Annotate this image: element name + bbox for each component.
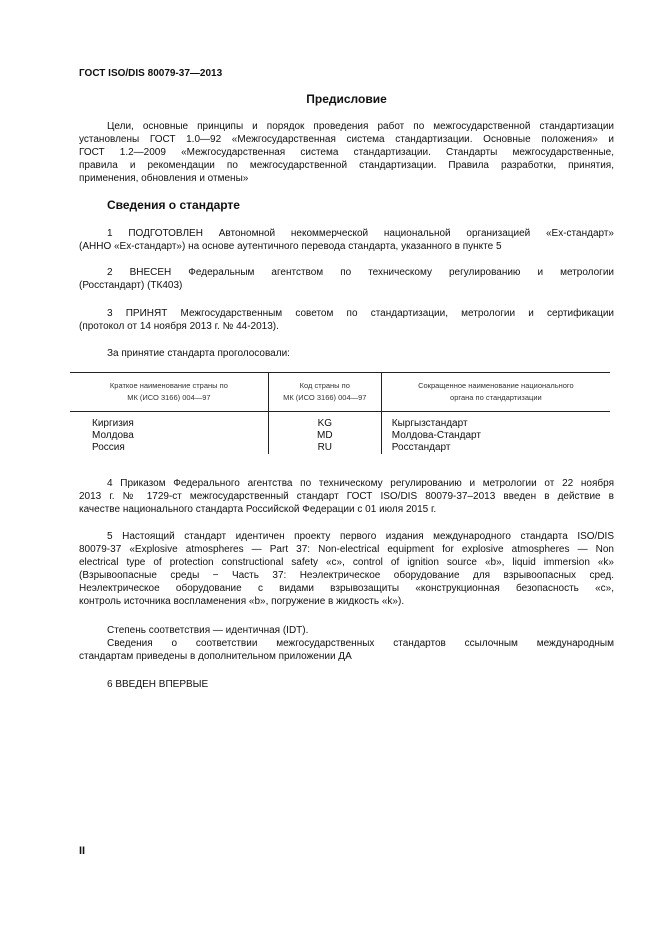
foreword-title: Предисловие	[306, 92, 387, 106]
header-line: Код страны по	[299, 381, 350, 390]
text-line: Цели, основные принципы и порядок проведения работ по межгосударственной стандартизации	[107, 121, 614, 132]
foreword-paragraph	[79, 120, 614, 185]
text-line: ГОСТ 1.2—2009 «Межгосударственная система стандартизации. Стандарты межгосударственные,	[79, 147, 614, 158]
text-line: 3 ПРИНЯТ Межгосударственным советом по стандартизации, метрологии и сертификации	[107, 308, 614, 319]
table-cell-countries	[70, 412, 268, 455]
standards-body: Молдова-Стандарт	[391, 430, 481, 441]
item-3	[79, 307, 614, 333]
text-line: За принятие стандарта проголосовали:	[107, 348, 290, 359]
text-line: Степень соответствия — идентичная (IDT).	[107, 625, 309, 636]
text-line: установлены ГОСТ 1.0—92 «Межгосударственная система стандартизации. Основные положения» и	[79, 134, 614, 145]
text-line: (Росстандарт) (ТК403)	[79, 280, 183, 291]
conformity-degree	[79, 624, 614, 637]
country-name: Молдова	[92, 430, 134, 441]
text-line: electrical type of protection constructional safety «c», control of ignition source «b», liquid immersion «k»	[79, 557, 614, 568]
country-code: RU	[317, 442, 333, 453]
text-line: Сведения о соответствии межгосударственных стандартов ссылочным международным	[107, 638, 614, 649]
header-line: МК (ИСО 3166) 004—97	[127, 393, 211, 402]
text-line: (протокол от 14 ноября 2013 г. № 44-2013).	[79, 321, 279, 332]
table-cell-codes	[268, 412, 381, 455]
item-6	[79, 678, 614, 691]
text-line: применения, обновления и отмены»	[79, 173, 249, 184]
references-note	[79, 637, 614, 663]
table-cell-bodies	[381, 412, 610, 455]
text-line: 2013 г. № 1729-ст межгосударственный стандарт ГОСТ ISO/DIS 80079-37–2013 введен в действие в	[79, 491, 614, 502]
header-line: органа по стандартизации	[450, 393, 542, 402]
text-line: (АННО «Ех-стандарт») на основе аутентичного перевода стандарта, указанного в пункте 5	[79, 241, 502, 252]
table-header-country	[70, 373, 268, 412]
item-5	[79, 530, 614, 608]
text-line: Неэлектрическое оборудование с видами взрывозащиты «конструкционная безопасность «c»,	[79, 583, 614, 594]
text-line: 5 Настоящий стандарт идентичен проекту первого издания международного стандарта ISO/DIS	[107, 531, 614, 542]
voting-countries-table	[70, 372, 610, 454]
text-line: 1 ПОДГОТОВЛЕН Автономной некоммерческой национальной организацией «Ех-стандарт»	[107, 228, 614, 239]
text-line: качестве национального стандарта Российской Федерации с 01 июля 2015 г.	[79, 504, 437, 515]
text-line: 4 Приказом Федерального агентства по техническому регулированию и метрологии от 22 ноября	[107, 478, 614, 489]
item-4	[79, 477, 614, 516]
text-line: стандартам приведены в дополнительном приложении ДА	[79, 651, 352, 662]
standard-info-title: Сведения о стандарте	[107, 198, 240, 212]
item-2	[79, 266, 614, 292]
header-line: Сокращенное наименование национального	[418, 381, 574, 390]
table-header-body	[381, 373, 610, 412]
header-line: МК (ИСО 3166) 004—97	[283, 393, 367, 402]
page-number: II	[79, 845, 86, 857]
text-line: 2 ВНЕСЕН Федеральным агентством по техническому регулированию и метрологии	[107, 267, 614, 278]
country-code: KG	[317, 418, 333, 429]
item-1	[79, 227, 614, 253]
country-name: Россия	[92, 442, 125, 453]
text-line: 80079-37 «Explosive atmospheres — Part 37: Non-electrical equipment for explosive atmospheres — Non	[79, 544, 614, 555]
text-line: 6 ВВЕДЕН ВПЕРВЫЕ	[107, 679, 209, 690]
country-code: MD	[317, 430, 333, 441]
standards-body: Росстандарт	[391, 442, 451, 453]
text-line: правила и рекомендации по межгосударственной стандартизации. Правила разработки, принятия,	[79, 160, 614, 171]
standards-body: Кыргызстандарт	[391, 418, 468, 429]
table-header-code	[268, 373, 381, 412]
country-name: Киргизия	[92, 418, 134, 429]
header-line: Краткое наименование страны по	[109, 381, 228, 390]
text-line: контроль источника воспламенения «b», погружение в жидкость «k»).	[79, 596, 405, 607]
vote-intro	[79, 347, 614, 360]
text-line: (Взрывоопасные среды − Часть 37: Неэлектрическое оборудование для взрывоопасных сред.	[79, 570, 614, 581]
document-header: ГОСТ ISO/DIS 80079-37—2013	[79, 68, 223, 79]
